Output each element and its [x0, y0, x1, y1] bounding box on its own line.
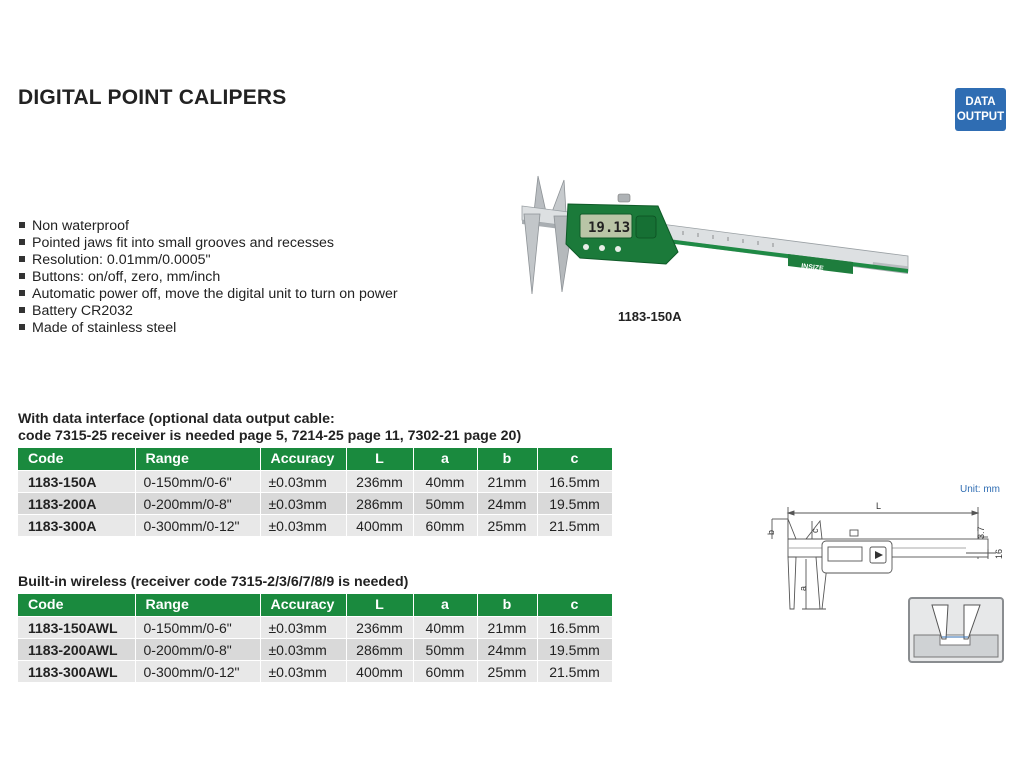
col-header-range: Range	[135, 448, 260, 471]
bullet-icon	[19, 256, 25, 262]
product-model-label: 1183-150A	[618, 309, 682, 324]
caliper-product-image	[518, 174, 913, 299]
dim-label-l: L	[876, 501, 882, 511]
page-title: DIGITAL POINT CALIPERS	[18, 86, 287, 109]
col-header-l: L	[346, 594, 413, 617]
col-header-l: L	[346, 448, 413, 471]
feature-item: Non waterproof	[18, 218, 398, 235]
dim-label-3-7: 3.7	[976, 526, 986, 539]
col-header-c: c	[537, 448, 612, 471]
col-header-code: Code	[18, 448, 135, 471]
spec-table-data-interface	[18, 448, 613, 536]
table-row: 1183-200A 0-200mm/0-8" ±0.03mm 286mm 50mm 24mm 19.5mm	[18, 493, 612, 515]
table-row: 1183-300A 0-300mm/0-12" ±0.03mm 400mm 60mm 25mm 21.5mm	[18, 515, 612, 537]
feature-list	[18, 218, 398, 337]
bullet-icon	[19, 324, 25, 330]
badge-line1: DATA	[965, 95, 996, 108]
table-row: 1183-150AWL 0-150mm/0-6" ±0.03mm 236mm 40mm 21mm 16.5mm	[18, 617, 612, 639]
table-row: 1183-150A 0-150mm/0-6" ±0.03mm 236mm 40mm 21mm 16.5mm	[18, 471, 612, 493]
col-header-b: b	[477, 594, 537, 617]
bullet-icon	[19, 273, 25, 279]
col-header-a: a	[413, 448, 477, 471]
dim-label-b: b	[766, 529, 776, 535]
section-heading-data-interface: With data interface (optional data output cable: code 7315-25 receiver is needed page 5, 7214-25 page 11, 7302-21 page 20)	[18, 411, 522, 444]
section-heading-wireless: Built-in wireless (receiver code 7315-2/3/6/7/8/9 is needed)	[18, 574, 409, 590]
groove-detail-image	[908, 597, 1004, 663]
bullet-icon	[19, 290, 25, 296]
col-header-code: Code	[18, 594, 135, 617]
col-header-range: Range	[135, 594, 260, 617]
feature-item: Battery CR2032	[18, 303, 398, 320]
table-row: 1183-300AWL 0-300mm/0-12" ±0.03mm 400mm 60mm 25mm 21.5mm	[18, 661, 612, 683]
table-header-row	[18, 594, 612, 617]
feature-item: Resolution: 0.01mm/0.0005"	[18, 252, 398, 269]
col-header-b: b	[477, 448, 537, 471]
data-output-badge	[955, 88, 1006, 131]
table-header-row	[18, 448, 612, 471]
table-row: 1183-200AWL 0-200mm/0-8" ±0.03mm 286mm 50mm 24mm 19.5mm	[18, 639, 612, 661]
col-header-a: a	[413, 594, 477, 617]
brand-label: INSIZE	[800, 263, 825, 273]
spec-table-wireless	[18, 594, 613, 682]
bullet-icon	[19, 307, 25, 313]
col-header-accuracy: Accuracy	[260, 448, 346, 471]
feature-item: Buttons: on/off, zero, mm/inch	[18, 269, 398, 286]
dim-label-16: 16	[994, 548, 1004, 559]
dim-label-a: a	[798, 585, 808, 591]
feature-item: Pointed jaws fit into small grooves and recesses	[18, 235, 398, 252]
badge-line2: OUTPUT	[956, 110, 1005, 123]
feature-item: Automatic power off, move the digital unit to turn on power	[18, 286, 398, 303]
unit-label: Unit: mm	[960, 484, 1000, 495]
col-header-c: c	[537, 594, 612, 617]
feature-item: Made of stainless steel	[18, 320, 398, 337]
bullet-icon	[19, 239, 25, 245]
bullet-icon	[19, 222, 25, 228]
col-header-accuracy: Accuracy	[260, 594, 346, 617]
lcd-readout: 19.13	[588, 220, 631, 236]
dim-label-c: c	[810, 528, 820, 533]
